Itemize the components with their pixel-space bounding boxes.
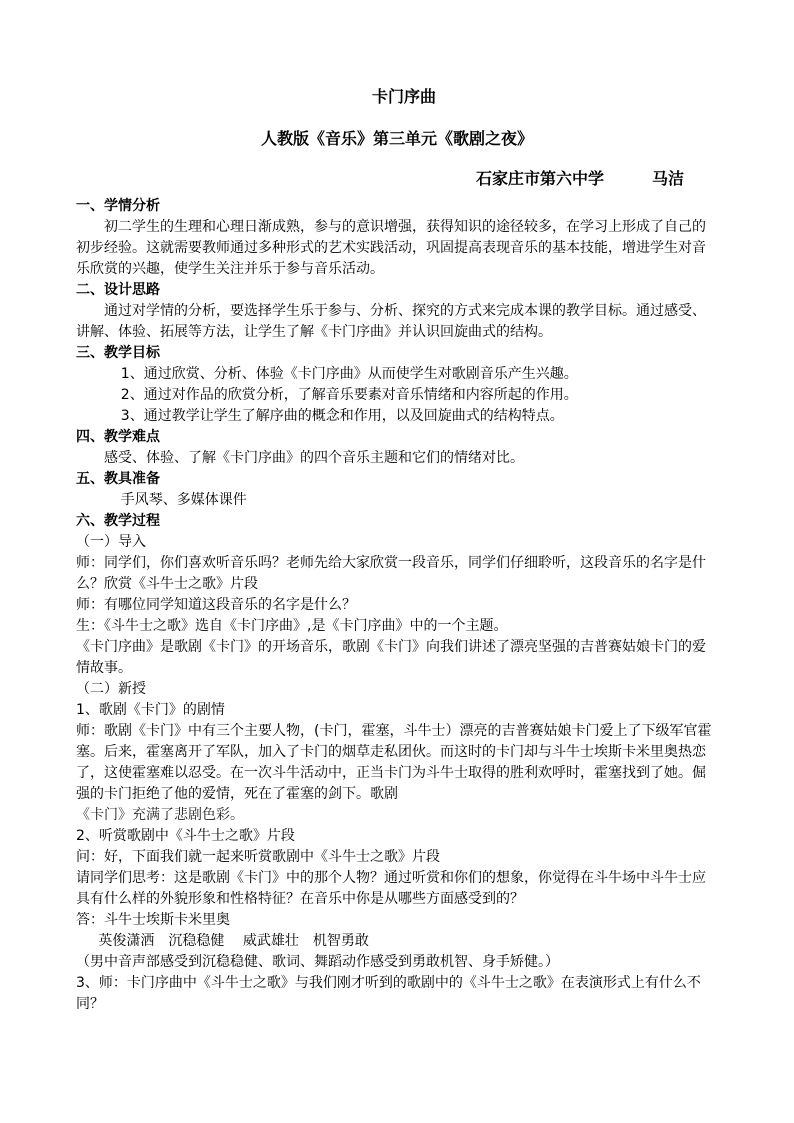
section-text-4: 感受、体验、了解《卡门序曲》的四个音乐主题和它们的情绪对比。 — [104, 450, 524, 466]
goal-item: 1、通过欣赏、分析、体验《卡门序曲》从而使学生对歌剧音乐产生兴趣。 — [120, 366, 578, 382]
goal-item: 3、通过教学让学生了解序曲的概念和作用，以及回旋曲式的结构特点。 — [120, 408, 564, 424]
paragraph: 答：斗牛士埃斯卡米里奥 — [76, 912, 230, 928]
paragraph: 2、听赏歌剧中《斗牛士之歌》片段 — [76, 828, 295, 844]
paragraph: 师：歌剧《卡门》中有三个主要人物，(卡门，霍塞，斗牛士）漂亮的吉普赛姑娘卡门爱上了下级军官霍塞。后来，霍塞离开了军队，加入了卡门的烟草走私团伙。而这时的卡门却与斗牛士埃斯卡米里奥热恋了，这使霍塞难以忍受。在一次斗牛活动中，正当卡门为斗牛士取得的胜利欢呼时，霍塞找到了她。倔强的卡门拒绝了他的爱情，死在了霍塞的剑下。歌剧 — [76, 723, 712, 802]
part-heading-intro: （一）导入 — [76, 534, 146, 550]
document-title: 卡门序曲 — [371, 87, 436, 106]
paragraph: 师：有哪位同学知道这段音乐的名字是什么？ — [76, 597, 356, 613]
document-subtitle: 人教版《音乐》第三单元《歌剧之夜》 — [260, 129, 533, 148]
paragraph: 《卡门序曲》是歌剧《卡门》的开场音乐，歌剧《卡门》向我们讲述了漂亮坚强的吉普赛姑娘卡门的爱情故事。 — [76, 639, 706, 676]
document-page — [76, 82, 718, 1015]
section-heading-5: 五、教具准备 — [76, 471, 160, 487]
author-line: 石家庄市第六中学 马洁 — [475, 169, 684, 188]
paragraph: 1、歌剧《卡门》的剧情 — [76, 702, 225, 718]
section-text-2: 通过对学情的分析，要选择学生乐于参与、分析、探究的方式来完成本课的教学目标。通过感受、讲解、体验、拓展等方法，让学生了解《卡门序曲》并认识回旋曲式的结构。 — [76, 303, 706, 340]
section-text-5: 手风琴、多媒体课件 — [120, 492, 247, 508]
paragraph: 英俊潇洒 沉稳稳健 威武雄壮 机智勇敢 — [98, 933, 369, 949]
paragraph: 《卡门》充满了悲剧色彩。 — [76, 807, 244, 823]
section-text-1: 初二学生的生理和心理日渐成熟，参与的意识增强，获得知识的途径较多，在学习上形成了自己的初步经验。这就需要教师通过多种形式的艺术实践活动，巩固提高表现音乐的基本技能，增进学生对音乐欣赏的兴趣，使学生关注并乐于参与音乐活动。 — [76, 219, 706, 277]
part-heading-new: （二）新授 — [76, 681, 146, 697]
paragraph: 师：同学们，你们喜欢听音乐吗？老师先给大家欣赏一段音乐，同学们仔细聆听，这段音乐的名字是什么？欣赏《斗牛士之歌》片段 — [76, 555, 706, 592]
section-heading-3: 三、教学目标 — [76, 345, 160, 361]
paragraph: 生：《斗牛士之歌》选自《卡门序曲》,是《卡门序曲》中的一个主题。 — [76, 618, 508, 634]
paragraph: 请同学们思考：这是歌剧《卡门》中的那个人物？通过听赏和你们的想象，你觉得在斗牛场中斗牛士应具有什么样的外貌形象和性格特征？在音乐中你是从哪些方面感受到的？ — [76, 870, 706, 907]
paragraph: 问：好，下面我们就一起来听赏歌剧中《斗牛士之歌》片段 — [76, 849, 440, 865]
section-heading-6: 六、教学过程 — [76, 513, 160, 529]
paragraph: 3、师：卡门序曲中《斗牛士之歌》与我们刚才听到的歌剧中的《斗牛士之歌》在表演形式上有什么不同？ — [76, 975, 701, 1012]
section-heading-4: 四、教学难点 — [76, 429, 160, 445]
goal-item: 2、通过对作品的欣赏分析，了解音乐要素对音乐情绪和内容所起的作用。 — [120, 387, 578, 403]
paragraph: （男中音声部感受到沉稳稳健、歌词、舞蹈动作感受到勇敢机智、身手矫健。） — [76, 954, 559, 970]
section-heading-2: 二、设计思路 — [76, 282, 160, 298]
section-heading-1: 一、学情分析 — [76, 198, 160, 214]
